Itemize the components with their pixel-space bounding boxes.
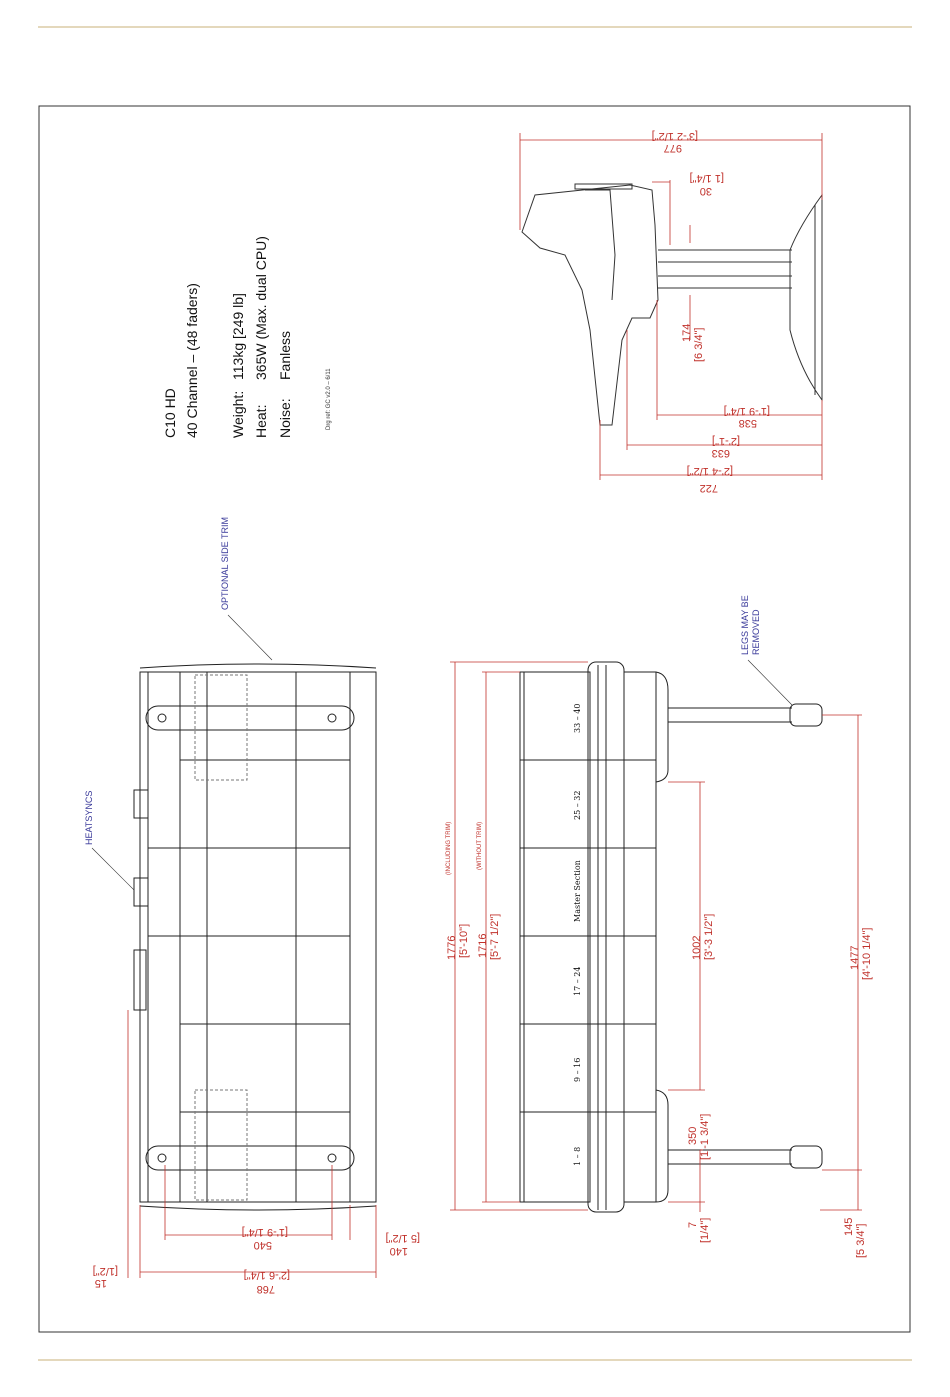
heatsyncs-leader [92, 848, 134, 890]
channel-count: 40 Channel – (48 faders) [184, 283, 200, 438]
drawing-reference: Drg ref: GC v2.0 – 6/11 [326, 368, 332, 430]
noise-label: Noise: [277, 398, 293, 438]
heatsync-1 [134, 790, 148, 818]
section-label-33-40: 33 – 40 [573, 703, 582, 733]
dim-145-label: 145 [843, 1217, 855, 1236]
dim-768-label: 768 [256, 1283, 275, 1295]
stand-foot [790, 195, 822, 400]
dim-145-imperial: [5 3/4"] [855, 1223, 867, 1258]
noise-value: Fanless [277, 330, 293, 380]
section-labels [573, 704, 582, 1166]
bracket-hole [328, 714, 336, 722]
dim-174-imperial: [6 3/4"] [693, 327, 705, 362]
side-profile-view [522, 184, 822, 425]
leg-bracket-top [146, 706, 354, 730]
side-profile-dimensions [520, 133, 822, 480]
legs-leader [748, 660, 792, 705]
including-trim-note: (INCLUDING TRIM) [446, 821, 452, 875]
dim-540-label: 540 [253, 1239, 272, 1251]
front-fader-panel [520, 672, 590, 1202]
bracket-hole [328, 1154, 336, 1162]
dim-1002-label: 1002 [691, 935, 703, 960]
dim-538-imperial: [1'-9 1/4"] [723, 405, 770, 417]
model-name: C10 HD [162, 388, 178, 438]
console-body [522, 185, 658, 425]
dim-977-imperial: [3'-2 1/2"] [651, 130, 698, 142]
without-trim-note: (WITHOUT TRIM) [477, 821, 483, 870]
dim-1716-label: 1716 [477, 933, 489, 958]
top-view-outline [140, 672, 376, 1202]
dim-7-label: 7 [687, 1221, 699, 1228]
front-foot-top [790, 704, 822, 726]
bracket-hole [158, 1154, 166, 1162]
bracket-hole [158, 714, 166, 722]
dim-15-label: 15 [94, 1277, 107, 1289]
console-contour [585, 190, 615, 300]
legs-removable-note-1: LEGS MAY BE [740, 595, 750, 655]
heatsync-2 [134, 878, 148, 906]
top-view [134, 664, 376, 1210]
dim-722-imperial: [2'-4 1/2"] [686, 465, 733, 477]
dim-1776-label: 1776 [446, 935, 458, 960]
top-trim-curve [140, 664, 376, 668]
front-view-dimension-labels [446, 822, 873, 1258]
dim-538-label: 538 [738, 417, 757, 429]
section-label-17-24: 17 – 24 [573, 966, 582, 996]
section-label-1-8: 1 – 8 [573, 1146, 582, 1166]
side-trim-leader [228, 615, 272, 660]
front-meter-bottom [624, 1090, 668, 1202]
heat-label: Heat: [253, 404, 269, 438]
dim-633-label: 633 [711, 447, 730, 459]
dim-633-imperial: [2'-1"] [711, 435, 740, 447]
dim-1002-imperial: [3'-3 1/2"] [703, 913, 715, 960]
top-view-dimension-labels [93, 1226, 420, 1295]
dim-350-label: 350 [687, 1126, 699, 1145]
dim-1776-imperial: [5'-10"] [458, 923, 470, 958]
dim-140-imperial: [5 1/2"] [385, 1232, 420, 1244]
heatsyncs-note: HEATSYNCS [84, 790, 94, 845]
dim-977-label: 977 [663, 142, 682, 154]
front-foot-bottom [790, 1146, 822, 1168]
dim-140-label: 140 [389, 1245, 408, 1257]
dim-722-label: 722 [699, 482, 718, 494]
drawing-frame [39, 106, 910, 1332]
bottom-trim-curve [140, 1206, 376, 1210]
dim-174-label: 174 [681, 323, 693, 342]
leg-bracket-bottom [146, 1146, 354, 1170]
section-label-9-16: 9 – 16 [573, 1057, 582, 1082]
hidden-bracket-bottom [195, 1090, 247, 1200]
weight-label: Weight: [230, 390, 246, 438]
optional-side-trim-note: OPTIONAL SIDE TRIM [220, 516, 230, 610]
dim-1716-imperial: [5'-7 1/2"] [489, 913, 501, 960]
dim-768-imperial: [2'-6 1/4"] [243, 1269, 290, 1281]
front-meter-top [624, 672, 668, 782]
heat-value: 365W (Max. dual CPU) [253, 236, 269, 380]
spec-block [162, 236, 332, 438]
legs-removable-note-2: REMOVED [751, 609, 761, 655]
dim-30-imperial: [1 1/4"] [689, 172, 724, 184]
weight-value: 113kg [249 lb] [230, 293, 246, 380]
dim-15-imperial: [1/2"] [92, 1265, 118, 1277]
side-profile-dimension-labels [652, 130, 770, 494]
front-view [520, 662, 822, 1212]
dim-7-imperial: [1/4"] [699, 1217, 711, 1243]
dim-1477-imperial: [4'-10 1/4"] [861, 927, 873, 980]
dim-1477-label: 1477 [849, 945, 861, 970]
dim-30-label: 30 [699, 185, 712, 197]
dim-540-imperial: [1'-9 1/4"] [241, 1226, 288, 1238]
hidden-bracket-top [195, 675, 247, 780]
dim-350-imperial: [1'-1 3/4"] [699, 1113, 711, 1160]
section-label-25-32: 25 – 32 [573, 790, 582, 820]
section-label-master: Master Section [573, 860, 582, 922]
